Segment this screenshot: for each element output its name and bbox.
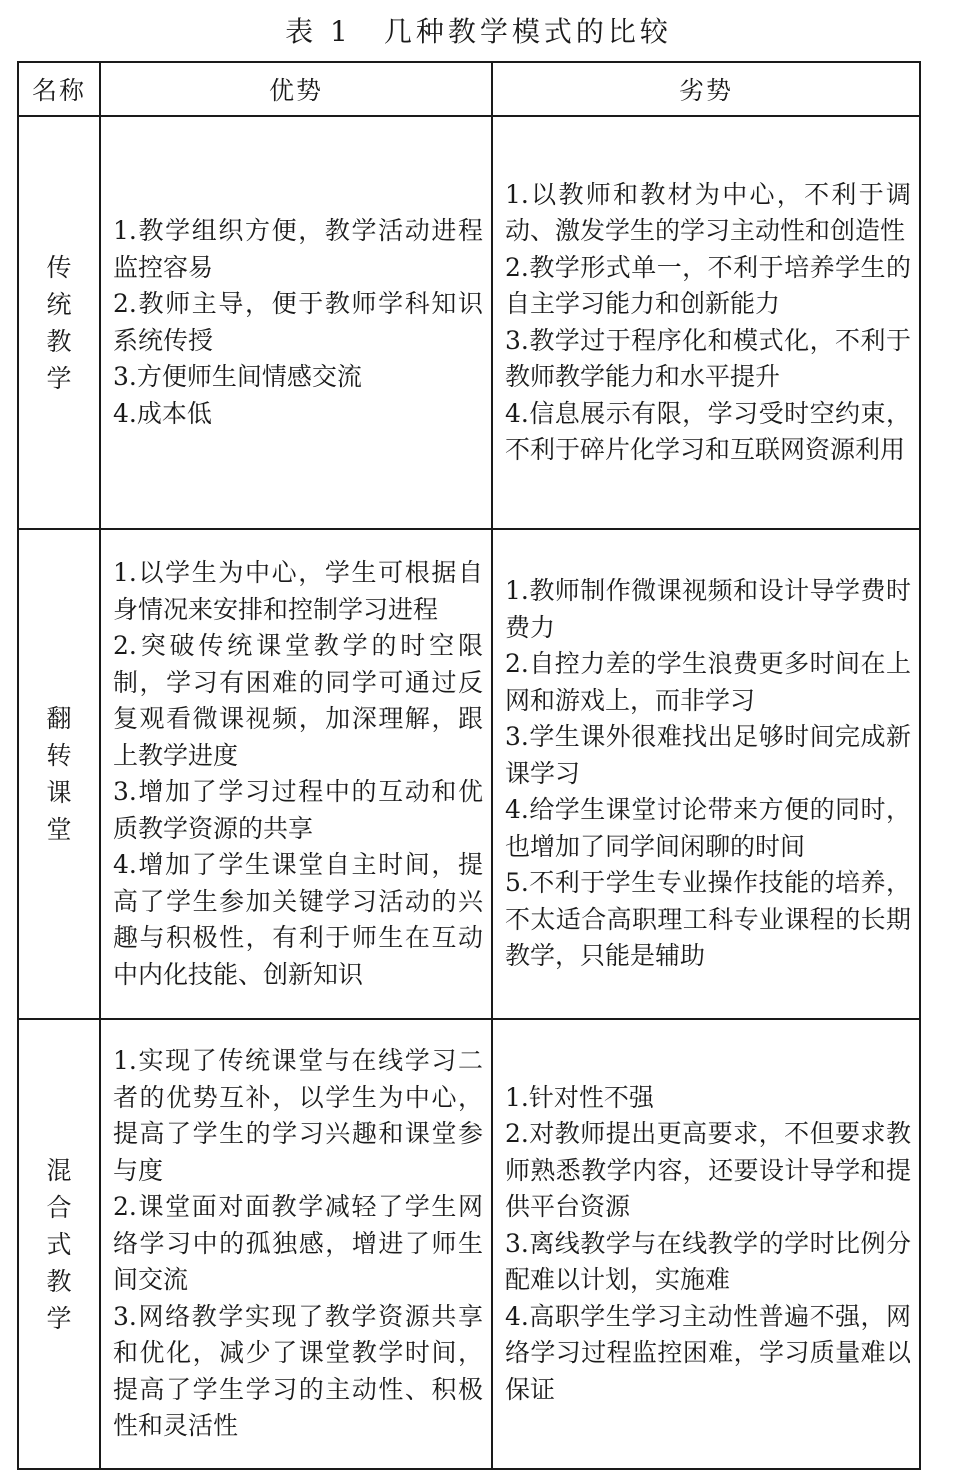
disadvantage-item: 3.离线教学与在线教学的学时比例分配难以计划，实施难 [505,1228,911,1295]
disadvantage-item: 1.教师制作微课视频和设计导学费时费力 [505,576,911,642]
disadvantage-item: 5.不利于学生专业操作技能的培养，不太适合高职理工科专业课程的长期教学，只能是辅助 [505,868,911,971]
advantage-item: 2.教师主导，便于教师学科知识系统传授 [113,289,483,355]
disadvantage-item: 4.给学生课堂讨论带来方便的同时，也增加了同学间闲聊的时间 [505,795,911,861]
row-name-cell [18,529,100,1019]
table-row [18,1019,920,1469]
row-name: 传统教学 [46,252,72,393]
disadvantage-item: 2.对教师提出更高要求，不但要求教师熟悉教学内容，还要设计导学和提供平台资源 [505,1119,911,1222]
header-disadvantages: 劣势 [492,62,920,116]
advantages-cell [100,1019,492,1469]
table-row [18,116,920,529]
table-row [18,529,920,1019]
comparison-table [17,61,921,1470]
disadvantage-item: 2.自控力差的学生浪费更多时间在上网和游戏上，而非学习 [505,649,911,715]
advantages-cell [100,116,492,529]
disadvantage-item: 3.学生课外很难找出足够时间完成新课学习 [505,722,911,788]
disadvantage-item: 4.高职学生学习主动性普遍不强，网络学习过程监控困难，学习质量难以保证 [505,1301,911,1404]
disadvantages-cell [492,116,920,529]
advantages-cell [100,529,492,1019]
advantage-item: 3.方便师生间情感交流 [113,362,362,391]
header-advantages: 优势 [100,62,492,116]
advantage-item: 2.突破传统课堂教学的时空限制，学习有困难的同学可通过反复观看微课视频，加深理解，跟上教学进度 [113,631,483,770]
header-name: 名称 [18,62,100,116]
advantage-item: 2.课堂面对面教学减轻了学生网络学习中的孤独感，增进了师生间交流 [113,1192,483,1295]
table-caption: 表 1 几种教学模式的比较 [285,15,672,48]
disadvantages-cell [492,529,920,1019]
disadvantage-item: 2.教学形式单一，不利于培养学生的自主学习能力和创新能力 [505,252,911,318]
advantage-item: 1.教学组织方便，教学活动进程监控容易 [113,216,483,282]
disadvantage-item: 1.针对性不强 [505,1082,654,1112]
advantage-item: 4.成本低 [113,398,212,428]
disadvantages-cell [492,1019,920,1469]
disadvantage-item: 1.以教师和教材为中心，不利于调动、激发学生的学习主动性和创造性 [505,179,911,245]
row-name-cell [18,1019,100,1469]
advantage-item: 3.网络教学实现了教学资源共享和优化，减少了课堂教学时间，提高了学生学习的主动性、积极性和灵活性 [113,1301,483,1441]
advantage-item: 1.以学生为中心，学生可根据自身情况来安排和控制学习进程 [113,558,483,624]
header-row [18,62,920,116]
advantage-item: 3.增加了学习过程中的互动和优质教学资源的共享 [113,777,483,843]
disadvantage-item: 4.信息展示有限，学习受时空约束，不利于碎片化学习和互联网资源利用 [505,398,911,464]
advantage-item: 4.增加了学生课堂自主时间，提高了学生参加关键学习活动的兴趣与积极性，有利于师生在互动中内化技能、创新知识 [113,850,483,989]
row-name: 翻转课堂 [46,704,72,844]
advantage-item: 1.实现了传统课堂与在线学习二者的优势互补，以学生为中心，提高了学生的学习兴趣和课堂参与度 [113,1046,483,1185]
row-name-cell [18,116,100,529]
row-name: 混合式教学 [46,1155,72,1333]
disadvantage-item: 3.教学过于程序化和模式化，不利于教师教学能力和水平提升 [505,325,911,391]
